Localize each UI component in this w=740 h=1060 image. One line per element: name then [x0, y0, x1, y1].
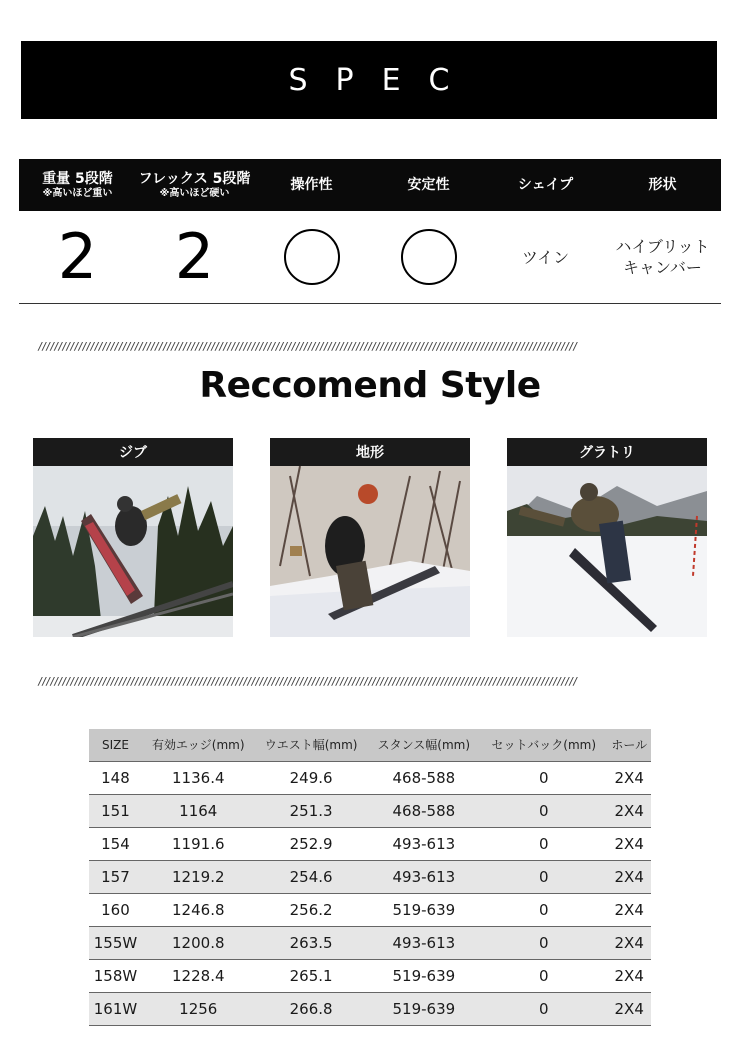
ground-tricks-photo [507, 466, 707, 637]
col-effective-edge: 有効エッジ(mm) [142, 729, 255, 761]
style-card-ground-tricks [507, 438, 707, 637]
header-flex: フレックス 5段階 ※高いほど硬い [138, 170, 251, 199]
col-holes: ホール [607, 729, 651, 761]
header-shape: シェイプ [517, 176, 574, 193]
style-label-ground-tricks: グラトリ [507, 438, 707, 466]
table-row: 157 1219.2 254.6 493-613 0 2X4 [89, 860, 651, 893]
table-row: 148 1136.4 249.6 468-588 0 2X4 [89, 761, 651, 794]
spec-banner [21, 41, 717, 119]
col-stance-width: スタンス幅(mm) [368, 729, 481, 761]
shape-value: ツイン [521, 247, 570, 267]
jib-photo [33, 466, 233, 637]
spec-table [19, 159, 721, 304]
style-label-terrain: 地形 [270, 438, 470, 466]
style-card-jib [33, 438, 233, 637]
circle-mark-icon [284, 229, 340, 285]
stability-value [370, 211, 487, 303]
header-control: 操作性 [290, 176, 333, 193]
col-setback: セットバック(mm) [480, 729, 607, 761]
spec-header-row [19, 159, 721, 211]
circle-mark-icon [401, 229, 457, 285]
col-waist-width: ウエスト幅(mm) [255, 729, 368, 761]
size-table [89, 729, 651, 1026]
terrain-photo [270, 466, 470, 637]
spec-value-row [19, 211, 721, 304]
style-card-terrain [270, 438, 470, 637]
table-row: 154 1191.6 252.9 493-613 0 2X4 [89, 827, 651, 860]
header-weight: 重量 5段階 ※高いほど重い [42, 170, 113, 199]
header-form: 形状 [648, 176, 677, 193]
recommend-title: Reccomend Style [199, 365, 541, 406]
spec-title: SPEC [288, 62, 478, 98]
size-table-header [89, 729, 651, 761]
slash-divider: ////////////////////////////////////////////////////////////////////////////////////////////////////////////////////////////////////// [37, 676, 577, 688]
flex-value: 2 [174, 220, 215, 293]
col-size: SIZE [89, 729, 142, 761]
control-value [253, 211, 370, 303]
form-value: ハイブリット キャンバー [615, 237, 710, 277]
slash-divider: ////////////////////////////////////////////////////////////////////////////////////////////////////////////////////////////////////// [37, 341, 577, 353]
style-label-jib: ジブ [33, 438, 233, 466]
table-row: 158W 1228.4 265.1 519-639 0 2X4 [89, 959, 651, 992]
table-row: 151 1164 251.3 468-588 0 2X4 [89, 794, 651, 827]
table-row: 155W 1200.8 263.5 493-613 0 2X4 [89, 926, 651, 959]
table-row: 161W 1256 266.8 519-639 0 2X4 [89, 992, 651, 1025]
header-stability: 安定性 [407, 176, 450, 193]
table-row: 160 1246.8 256.2 519-639 0 2X4 [89, 893, 651, 926]
weight-value: 2 [57, 220, 98, 293]
